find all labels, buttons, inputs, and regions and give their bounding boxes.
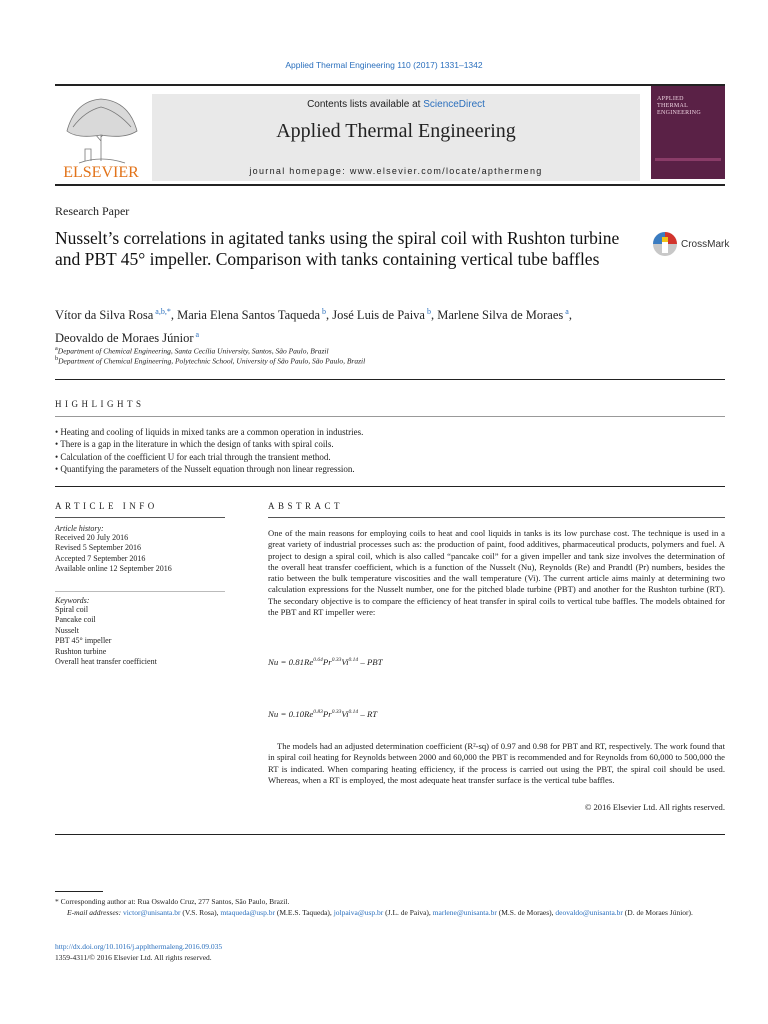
highlight-item: • Calculation of the coefficient U for each trial through the transient method.: [55, 451, 363, 463]
header-bottom-rule: [55, 184, 725, 186]
email-owner: (D. de Moraes Júnior).: [622, 908, 693, 917]
header-top-rule: [55, 84, 725, 86]
author-sup[interactable]: a,b,*: [155, 307, 171, 316]
eq-exp: 0.33: [331, 709, 342, 716]
section-rule: [55, 379, 725, 380]
contents-prefix: Contents lists available at: [307, 99, 424, 110]
email-link[interactable]: deovaldo@unisanta.br: [555, 908, 623, 917]
crossmark-label: CrossMark: [681, 239, 730, 250]
eq-pr: Pr: [322, 709, 332, 719]
eq-exp: 0.33: [331, 657, 342, 664]
equation-pbt: [268, 657, 383, 667]
keywords-rule: [55, 591, 225, 592]
journal-homepage[interactable]: journal homepage: www.elsevier.com/locate/apthermeng: [249, 166, 543, 176]
email-link[interactable]: jolpaiva@usp.br: [333, 908, 384, 917]
author-list: Vítor da Silva Rosa $^{a,b,*}$, Maria Elena Santos Taqueda $^b$, José Luis de Paiva $^b$, Marlene Silva de Moraes $^a$, Deovaldo de Moraes Júnior $^a$: [55, 307, 572, 346]
eq-vi: Vi: [341, 657, 349, 667]
section-rule: [55, 834, 725, 835]
author-name[interactable]: Marlene Silva de Moraes: [437, 308, 564, 323]
abstract-paragraph: One of the main reasons for employing coils to heat and cool liquids in tanks is its low purchase cost. The technique is used in a great variety of industrial processes such as: the production of paint, food additives, pharmaceutical products, polymers and fuel. A project to design a spiral coil, which is also called “pancake coil” for a given impeller and tank size involves the determination of the overall heat transfer coefficient, which is a function of the Nusselt (Nu), Reynolds (Re) and Prandtl (Pr) numbers, besides the ratio between the bulk temperature viscosities and the wall temperature (Vi). The current article aims mainly at determining two calculation expressions for the Nusselt number, one for the pitched blade turbine (PBT) and another for the Rushton turbine (RT). The secondary objective is to compare the efficiency of heat transfer in spiral coils to vertical tube baffles. The models obtained for the PBT and RT impeller were:: [268, 528, 725, 618]
abstract-paragraph-2: The models had an adjusted determination coefficient (R²-sq) of 0.97 and 0.98 for PBT and RT, respectively. The work found that in spiral coil heating for Reynolds between 2000 and 60,000 the PBT is recommended and for Reynolds from 60,000 to 500,000 the RT is indicated. When comparing heating efficiency, if the process is carried out using the PBT, the spiral coil should be used. Whereas, when a RT is employed, the most adequate heat transfer surface is the vertical tube baffles.: [268, 741, 725, 785]
elsevier-tree-icon: [55, 91, 147, 181]
abstract-copyright: © 2016 Elsevier Ltd. All rights reserved.: [584, 802, 725, 812]
highlights-rule: [55, 416, 725, 417]
eq-lhs: Nu = 0.10Re: [268, 709, 314, 719]
crossmark-icon: [652, 229, 678, 259]
article-history-label: Article history:: [55, 524, 104, 533]
highlight-item: • There is a gap in the literature in which the design of tanks with spiral coils.: [55, 438, 363, 450]
cover-strip: [655, 158, 721, 161]
email-owner: (M.E.S. Taqueda),: [274, 908, 334, 917]
eq-tail: – PBT: [358, 657, 383, 667]
doi-link[interactable]: http://dx.doi.org/10.1016/j.applthermaleng.2016.09.035: [55, 942, 223, 951]
author-sup[interactable]: a: [195, 330, 200, 340]
section-rule: [55, 486, 725, 487]
highlight-item: • Quantifying the parameters of the Nusselt equation through non linear regression.: [55, 463, 363, 475]
eq-exp: 0.83: [313, 709, 323, 716]
keyword-item: Rushton turbine: [55, 646, 107, 656]
contents-line: [152, 99, 640, 110]
keywords-block: [55, 596, 225, 667]
author-name[interactable]: José Luis de Paiva: [332, 308, 425, 323]
article-history: [55, 524, 225, 575]
email-owner: (M.S. de Moraes),: [496, 908, 556, 917]
corresponding-author-note: * Corresponding author at: Rua Oswaldo Cruz, 277 Santos, São Paulo, Brazil.: [55, 897, 290, 906]
footnote-rule: [55, 891, 103, 892]
elsevier-logo[interactable]: [55, 91, 147, 181]
section-type: Research Paper: [55, 204, 130, 218]
author-name[interactable]: Vítor da Silva Rosa: [55, 308, 154, 323]
abstract-heading: ABSTRACT: [268, 501, 344, 511]
crossmark-badge[interactable]: [652, 229, 730, 261]
keyword-item: Nusselt: [55, 625, 79, 635]
eq-lhs: Nu = 0.81Re: [268, 657, 314, 667]
author-sup[interactable]: b: [426, 307, 431, 316]
affiliation: [55, 355, 365, 366]
highlight-item: • Heating and cooling of liquids in mixed tanks are a common operation in industries.: [55, 426, 363, 438]
keyword-item: Overall heat transfer coefficient: [55, 657, 157, 667]
email-label: E-mail addresses:: [67, 908, 123, 917]
article-info-rule: [55, 517, 225, 518]
history-item: Accepted 7 September 2016: [55, 553, 146, 563]
eq-pr: Pr: [322, 657, 332, 667]
article-info-heading: ARTICLE INFO: [55, 501, 158, 511]
keyword-item: PBT 45° impeller: [55, 636, 112, 646]
eq-tail: – RT: [358, 709, 378, 719]
affiliation-sup: b: [55, 355, 59, 362]
highlights-list: [55, 426, 363, 475]
email-link[interactable]: victor@unisanta.br: [122, 908, 181, 917]
eq-exp: 0.14: [348, 709, 359, 716]
sciencedirect-link[interactable]: ScienceDirect: [423, 99, 485, 110]
author-name[interactable]: Maria Elena Santos Taqueda: [177, 308, 321, 323]
email-link[interactable]: mtaqueda@usp.br: [220, 908, 275, 917]
email-addresses: [55, 907, 725, 918]
history-item: Revised 5 September 2016: [55, 543, 141, 553]
history-item: Available online 12 September 2016: [55, 564, 172, 574]
email-link[interactable]: marlene@unisanta.br: [432, 908, 497, 917]
keyword-item: Pancake coil: [55, 615, 96, 625]
email-owner: (V.S. Rosa),: [180, 908, 221, 917]
issn-line: 1359-4311/© 2016 Elsevier Ltd. All rights reserved.: [55, 953, 212, 962]
abstract-rule: [268, 517, 725, 518]
author-name[interactable]: Deovaldo de Moraes Júnior: [55, 331, 194, 346]
elsevier-wordmark: ELSEVIER: [63, 164, 139, 181]
journal-title[interactable]: Applied Thermal Engineering: [276, 120, 516, 142]
affiliation-text: Department of Chemical Engineering, Polytechnic School, University of São Paulo, São Paulo, Brazil: [58, 356, 366, 366]
equation-rt: [268, 709, 377, 719]
eq-exp: 0.64: [313, 657, 323, 664]
cover-title: APPLIED THERMAL ENGINEERING: [657, 96, 701, 116]
affiliation: [55, 345, 329, 356]
history-item: Received 20 July 2016: [55, 533, 129, 542]
eq-exp: 0.14: [348, 657, 359, 664]
keyword-item: Spiral coil: [55, 605, 89, 614]
affiliation-text: Department of Chemical Engineering, Santa Cecília University, Santos, São Paulo, Brazil: [57, 346, 329, 356]
author-sup[interactable]: b: [322, 307, 327, 316]
journal-header-box: [152, 94, 640, 181]
highlights-heading: HIGHLIGHTS: [55, 399, 145, 409]
article-title: Nusselt’s correlations in agitated tanks using the spiral coil with Rushton turbine and PBT 45° impeller. Comparison with tanks containing vertical tube baffles: [55, 228, 620, 269]
eq-vi: Vi: [341, 709, 349, 719]
journal-cover-thumbnail[interactable]: [651, 86, 725, 179]
journal-citation[interactable]: Applied Thermal Engineering 110 (2017) 1331–1342: [285, 60, 483, 70]
email-owner: (J.L. de Paiva),: [383, 908, 433, 917]
author-sup[interactable]: a: [565, 307, 569, 316]
affiliation-sup: a: [55, 345, 58, 352]
keywords-label: Keywords:: [55, 596, 90, 605]
